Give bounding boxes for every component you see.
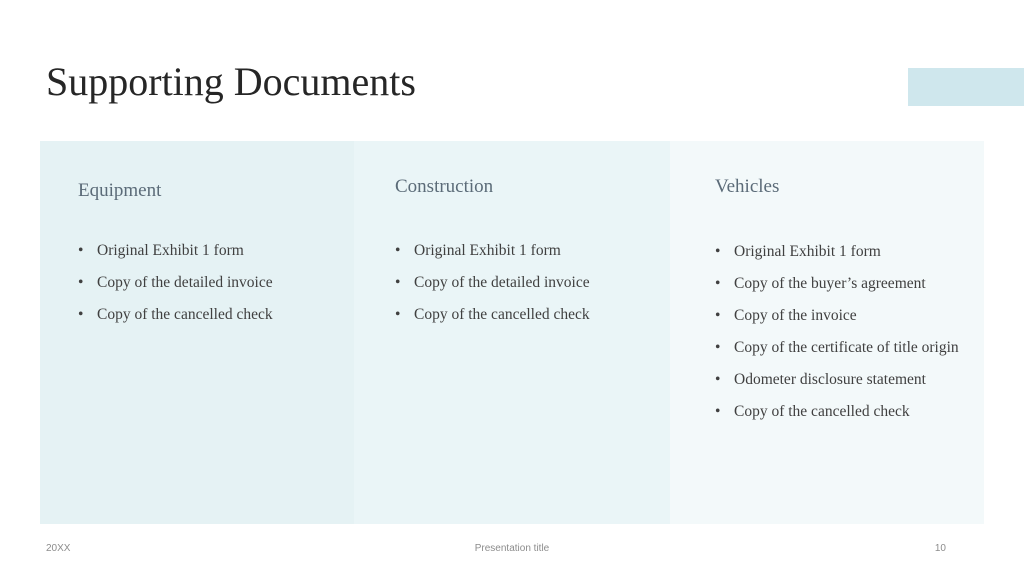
list-item: • Copy of the buyer’s agreement [715, 273, 965, 294]
list-item: • Copy of the cancelled check [78, 304, 340, 325]
list-item: • Copy of the detailed invoice [78, 272, 340, 293]
footer-page-number: 10 [934, 543, 946, 554]
panel-construction [354, 141, 670, 524]
bullet-list [715, 241, 965, 433]
bullet-list [78, 240, 340, 336]
panel-heading: Equipment [78, 180, 162, 201]
list-item: • Copy of the detailed invoice [395, 272, 657, 293]
list-item: • Copy of the cancelled check [395, 304, 657, 325]
list-item: • Copy of the cancelled check [715, 401, 965, 422]
panel-vehicles [670, 141, 984, 524]
list-item: • Copy of the certificate of title origin [715, 337, 965, 358]
list-item: • Odometer disclosure statement [715, 369, 965, 390]
bullet-list [395, 240, 657, 336]
footer-date: 20XX [46, 543, 71, 554]
panel-heading: Vehicles [715, 176, 780, 197]
list-item: • Original Exhibit 1 form [78, 240, 340, 261]
list-item: • Original Exhibit 1 form [395, 240, 657, 261]
panel-equipment [40, 141, 354, 524]
list-item: • Copy of the invoice [715, 305, 965, 326]
accent-bar [908, 68, 1024, 106]
list-item: • Original Exhibit 1 form [715, 241, 965, 262]
slide-title: Supporting Documents [46, 59, 416, 104]
panel-heading: Construction [395, 176, 494, 197]
footer-presentation-title: Presentation title [474, 543, 550, 554]
